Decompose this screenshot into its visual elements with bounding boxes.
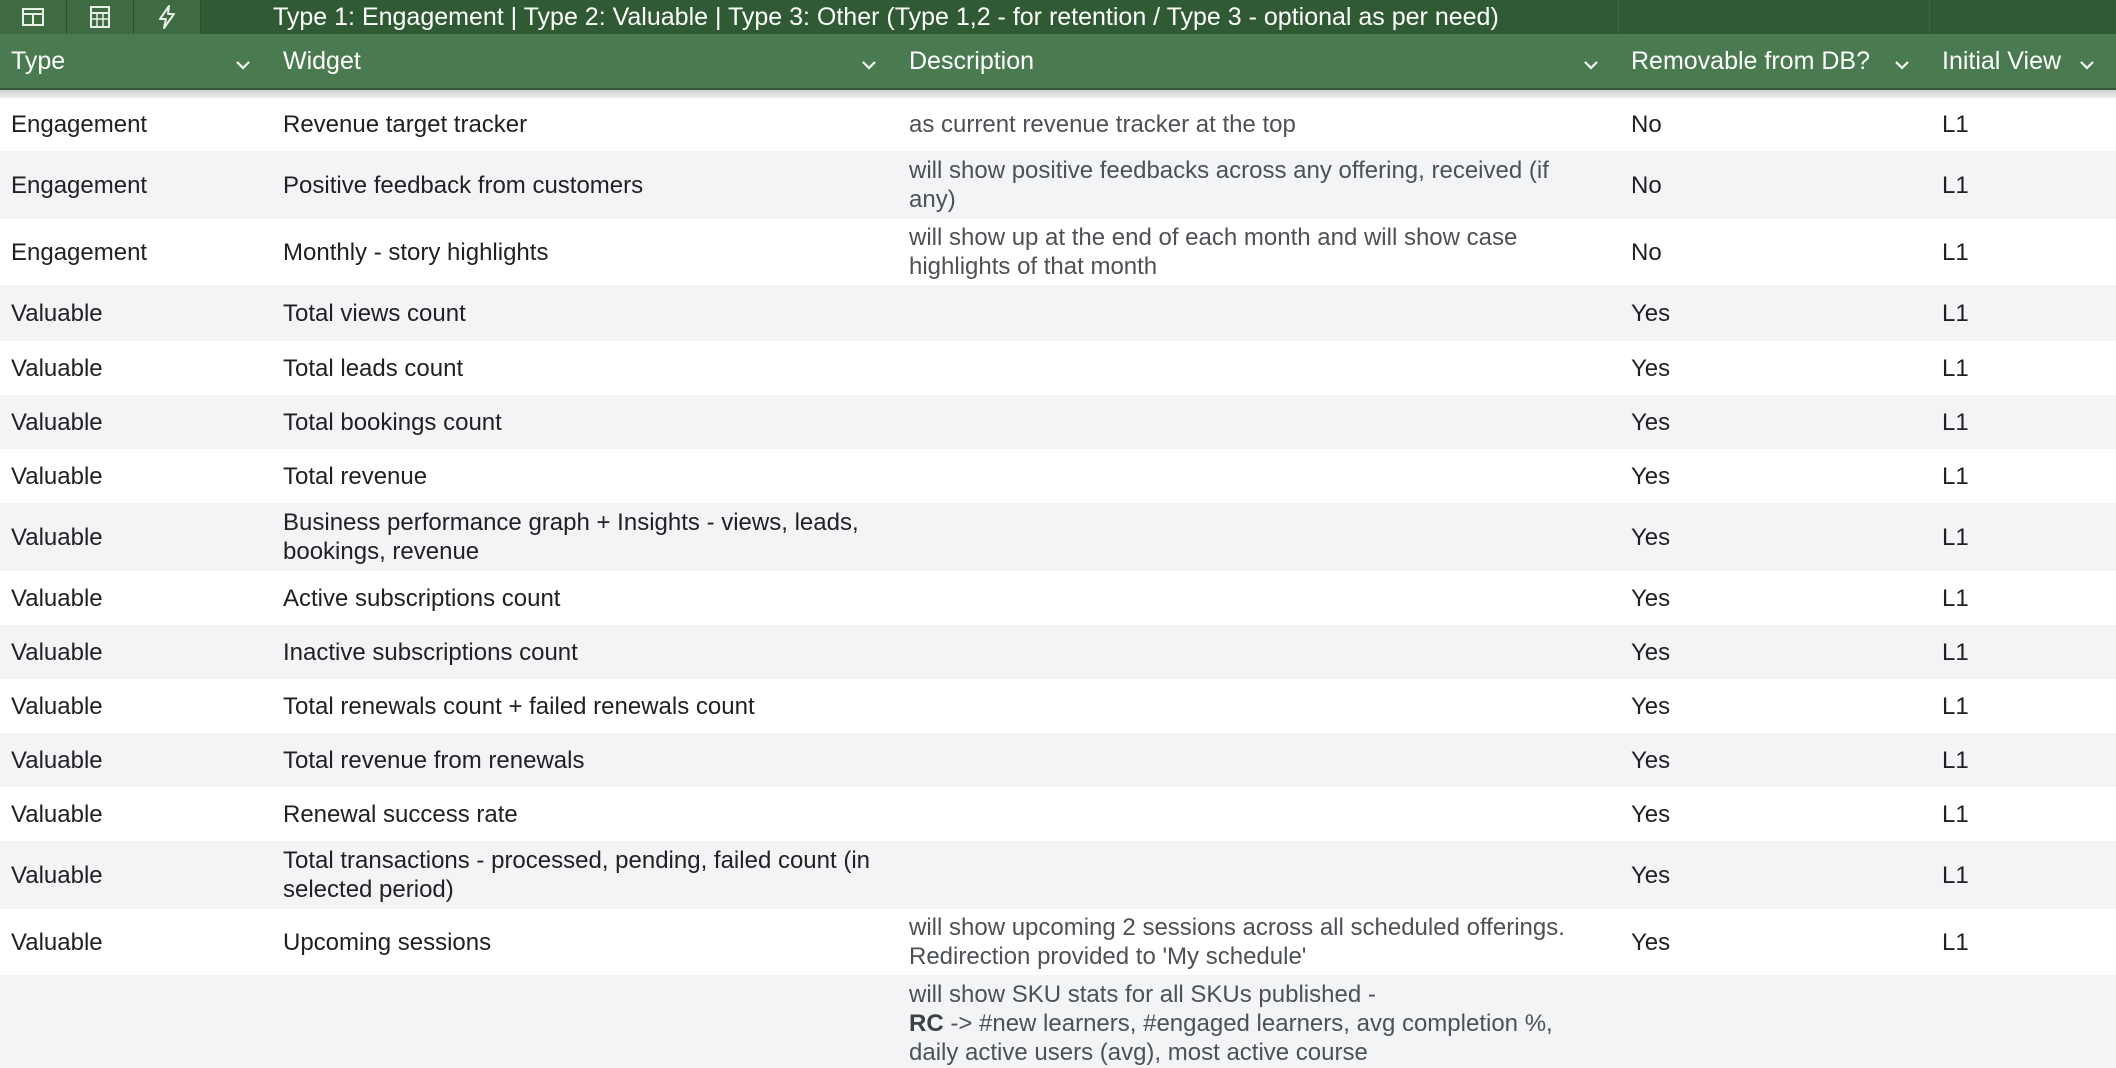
cell-type[interactable] [0, 980, 272, 1068]
cell-removable[interactable]: Yes [1631, 861, 1671, 889]
chevron-down-icon[interactable] [860, 52, 878, 70]
grid-view-button[interactable] [67, 0, 134, 34]
cell-removable[interactable]: Yes [1631, 692, 1671, 720]
table-row[interactable] [0, 341, 2116, 395]
cell-initial-view[interactable]: L1 [1942, 584, 1969, 612]
cell-removable[interactable]: No [1631, 111, 1662, 138]
banner-cell [1618, 0, 1929, 34]
cell-widget[interactable]: Upcoming sessions [283, 928, 492, 956]
column-header-removable[interactable] [1620, 34, 1931, 88]
sku-type-label: RC [909, 1010, 944, 1037]
cell-initial-view[interactable]: L1 [1942, 800, 1969, 828]
cell-type[interactable]: Valuable [11, 746, 103, 774]
cell-initial-view[interactable]: L1 [1942, 462, 1969, 490]
cell-description[interactable] [898, 571, 1620, 625]
cell-initial-view[interactable]: L1 [1942, 299, 1969, 327]
cell-description[interactable]: will show upcoming 2 sessions across all scheduled offerings. Redirection provided to 'My schedule' [909, 914, 1565, 970]
cell-removable[interactable]: No [1631, 238, 1662, 266]
column-header-label: Removable from DB? [1631, 46, 1870, 75]
cell-removable[interactable]: Yes [1631, 408, 1671, 436]
sku-description-detail [909, 1009, 1602, 1067]
banner-cell [1929, 0, 2114, 34]
cell-removable[interactable]: Yes [1631, 523, 1671, 551]
cell-widget[interactable]: Total revenue from renewals [283, 746, 585, 774]
table-row[interactable] [0, 285, 2116, 341]
cell-widget[interactable]: Active subscriptions count [283, 584, 561, 612]
cell-type[interactable]: Valuable [11, 928, 103, 956]
cell-type[interactable]: Engagement [11, 111, 148, 138]
cell-initial-view[interactable]: L1 [1942, 746, 1969, 774]
automation-button[interactable] [134, 0, 201, 34]
cell-removable[interactable]: Yes [1631, 800, 1671, 828]
sku-description-line: will show SKU stats for all SKUs published - [909, 981, 1376, 1008]
table-header [0, 34, 2116, 90]
cell-removable[interactable]: No [1631, 171, 1662, 199]
table-row[interactable] [0, 909, 2116, 975]
cell-type[interactable]: Valuable [11, 299, 103, 327]
cell-description[interactable] [898, 841, 1620, 909]
column-header-type[interactable] [0, 34, 272, 88]
cell-description[interactable] [898, 285, 1620, 341]
cell-widget[interactable]: Total revenue [283, 462, 428, 490]
cell-initial-view[interactable]: L1 [1942, 638, 1969, 666]
table-row[interactable] [0, 395, 2116, 449]
table-row[interactable] [0, 219, 2116, 285]
cell-widget[interactable]: Total bookings count [283, 408, 502, 436]
table-row[interactable] [0, 787, 2116, 841]
column-header-label: Type [11, 46, 66, 75]
cell-initial-view[interactable]: L1 [1942, 692, 1969, 720]
cell-widget[interactable]: Revenue target tracker [283, 111, 528, 138]
lightning-icon [154, 4, 180, 30]
cell-type[interactable]: Valuable [11, 408, 103, 436]
chevron-down-icon[interactable] [234, 52, 252, 70]
column-header-widget[interactable] [272, 34, 898, 88]
table-row[interactable] [0, 733, 2116, 787]
cell-removable[interactable]: Yes [1631, 354, 1671, 382]
cell-removable[interactable]: Yes [1631, 638, 1671, 666]
cell-description[interactable]: will show positive feedbacks across any offering, received (if any) [909, 157, 1549, 213]
cell-description[interactable] [898, 395, 1620, 449]
cell-removable[interactable]: Yes [1631, 928, 1671, 956]
cell-description[interactable] [898, 787, 1620, 841]
table-row[interactable] [0, 625, 2116, 679]
cell-type[interactable]: Engagement [11, 171, 148, 199]
cell-description[interactable] [898, 341, 1620, 395]
table-row[interactable] [0, 449, 2116, 503]
cell-type[interactable]: Valuable [11, 692, 103, 720]
table-view-icon [20, 4, 46, 30]
grid-calculator-icon [87, 4, 113, 30]
cell-initial-view[interactable]: L1 [1942, 861, 1969, 889]
cell-initial-view[interactable]: L1 [1942, 408, 1969, 436]
cell-description[interactable] [898, 679, 1620, 733]
cell-widget[interactable]: Business performance graph + Insights - views, leads, bookings, revenue [283, 509, 859, 565]
cell-description[interactable] [898, 980, 1620, 1068]
column-header-initial-view[interactable] [1931, 34, 2116, 88]
cell-widget[interactable]: Inactive subscriptions count [283, 638, 578, 666]
cell-type[interactable]: Valuable [11, 638, 103, 666]
cell-description[interactable] [898, 625, 1620, 679]
cell-widget[interactable]: Monthly - story highlights [283, 238, 549, 266]
cell-description[interactable] [898, 733, 1620, 787]
table-row[interactable] [0, 503, 2116, 571]
cell-description[interactable] [898, 449, 1620, 503]
cell-description[interactable] [898, 503, 1620, 571]
chevron-down-icon[interactable] [1893, 52, 1911, 70]
cell-initial-view[interactable]: L1 [1942, 171, 1969, 199]
cell-type[interactable]: Valuable [11, 354, 103, 382]
cell-type[interactable]: Valuable [11, 523, 103, 551]
cell-type[interactable]: Valuable [11, 800, 103, 828]
cell-widget[interactable]: Total views count [283, 299, 466, 327]
table-body [0, 98, 2116, 1068]
cell-widget[interactable]: Total renewals count + failed renewals count [283, 692, 755, 720]
cell-initial-view[interactable]: L1 [1942, 523, 1969, 551]
cell-removable[interactable]: Yes [1631, 746, 1671, 774]
toolbar [0, 0, 201, 34]
cell-description[interactable]: will show up at the end of each month and will show case highlights of that month [909, 224, 1518, 280]
cell-type[interactable]: Valuable [11, 584, 103, 612]
cell-initial-view[interactable] [1931, 980, 2116, 1068]
header-divider [0, 90, 2116, 98]
cell-type[interactable]: Engagement [11, 238, 148, 266]
table-view-button[interactable] [0, 0, 67, 34]
cell-widget[interactable] [272, 980, 898, 1068]
column-header-label: Description [909, 46, 1035, 75]
cell-removable[interactable]: Yes [1631, 299, 1671, 327]
table-row[interactable] [0, 841, 2116, 909]
cell-description[interactable]: as current revenue tracker at the top [909, 111, 1296, 138]
column-header-label: Initial View [1942, 46, 2062, 75]
table-row[interactable] [0, 571, 2116, 625]
cell-removable[interactable]: Yes [1631, 584, 1671, 612]
table-row[interactable] [0, 98, 2116, 151]
cell-initial-view[interactable]: L1 [1942, 238, 1969, 266]
column-header-label: Widget [283, 46, 361, 75]
cell-initial-view[interactable]: L1 [1942, 111, 1969, 138]
table-row[interactable] [0, 975, 2116, 1068]
chevron-down-icon[interactable] [2078, 52, 2096, 70]
top-banner [0, 0, 2116, 34]
cell-initial-view[interactable]: L1 [1942, 354, 1969, 382]
table-row[interactable] [0, 679, 2116, 733]
cell-widget[interactable]: Renewal success rate [283, 800, 518, 828]
banner-text: Type 1: Engagement | Type 2: Valuable | Type 3: Other (Type 1,2 - for retention / Type 3 - optional as per need) [273, 3, 1499, 31]
table-row[interactable] [0, 151, 2116, 219]
cell-widget[interactable]: Total transactions - processed, pending, failed count (in selected period) [283, 847, 871, 903]
cell-removable[interactable]: Yes [1631, 462, 1671, 490]
cell-type[interactable]: Valuable [11, 462, 103, 490]
cell-removable[interactable] [1620, 980, 1931, 1068]
cell-type[interactable]: Valuable [11, 861, 103, 889]
column-header-description[interactable] [898, 34, 1620, 88]
chevron-down-icon[interactable] [1582, 52, 1600, 70]
cell-widget[interactable]: Total leads count [283, 354, 464, 382]
cell-widget[interactable]: Positive feedback from customers [283, 171, 644, 199]
cell-initial-view[interactable]: L1 [1942, 928, 1969, 956]
sku-detail-text: -> #new learners, #engaged learners, avg completion %, daily active users (avg), most active course [909, 1010, 1553, 1066]
